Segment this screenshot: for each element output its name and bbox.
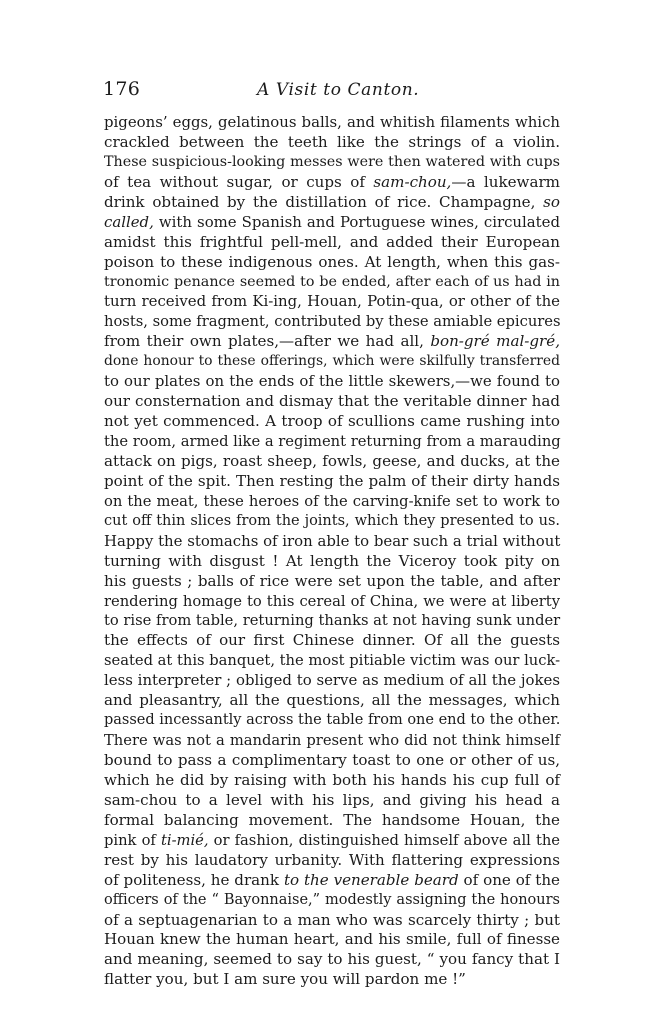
text-line xyxy=(104,213,560,233)
text-segment: officers of the “ Bayonnaise,” modestly assigning the honours xyxy=(104,891,560,908)
italic-text: to the venerable beard xyxy=(283,870,459,889)
text-line xyxy=(104,871,560,891)
text-segment: from their own plates,—after we had all, xyxy=(104,332,431,351)
text-line xyxy=(104,592,560,612)
text-segment: on the meat, these heroes of the carving-knife set to work to xyxy=(104,492,560,510)
text-segment: rendering homage to this cereal of China, we were at liberty xyxy=(104,592,560,610)
italic-text: bon-gré mal-gré, xyxy=(430,332,560,351)
text-line xyxy=(104,532,560,552)
text-line xyxy=(104,512,560,532)
italic-text: called, xyxy=(104,212,154,231)
text-line xyxy=(104,651,560,671)
text-line xyxy=(104,253,560,273)
text-segment: amidst this frightful pell-mell, and added their European xyxy=(104,232,560,251)
text-line xyxy=(104,930,560,950)
italic-text: so xyxy=(543,192,560,211)
page-number: 176 xyxy=(103,78,141,100)
text-segment: and meaning, seemed to say to his guest, “ you fancy that I xyxy=(104,950,560,969)
text-line xyxy=(104,153,560,173)
text-line xyxy=(104,611,560,631)
text-line xyxy=(104,691,560,711)
text-segment: flatter you, but I am sure you will pardon me !” xyxy=(104,970,466,989)
text-segment: —a lukewarm xyxy=(451,172,560,191)
text-line xyxy=(104,292,560,312)
text-segment: of one of the xyxy=(458,870,560,889)
italic-text: ti-mié, xyxy=(160,831,209,849)
text-line xyxy=(104,771,560,791)
text-segment: our consternation and dismay that the veritable dinner had xyxy=(104,392,560,411)
text-line xyxy=(104,751,560,771)
text-segment: sam-chou to a level with his lips, and giving his head a xyxy=(104,790,560,809)
text-line xyxy=(104,851,560,871)
text-line xyxy=(104,492,560,512)
text-segment: crackled between the teeth like the strings of a violin. xyxy=(104,132,560,151)
text-line xyxy=(104,312,560,332)
text-line xyxy=(104,113,560,133)
text-segment: of tea without sugar, or cups of xyxy=(104,172,374,191)
text-line xyxy=(104,970,560,990)
text-segment: his guests ; balls of rice were set upon the table, and after xyxy=(104,571,560,590)
text-line xyxy=(104,552,560,572)
text-line xyxy=(104,811,560,831)
text-segment: pink of xyxy=(104,831,161,849)
text-segment: Happy the stomachs of iron able to bear such a trial without xyxy=(104,531,561,550)
text-segment: hosts, some fragment, contributed by these amiable epicures xyxy=(104,313,561,331)
body-text xyxy=(104,113,560,990)
text-line xyxy=(104,572,560,592)
text-segment: point of the spit. Then resting the palm of their dirty hands xyxy=(104,471,560,490)
text-line xyxy=(104,711,560,731)
running-head: A Visit to Canton. xyxy=(257,80,420,100)
text-segment: drink obtained by the distillation of rice. Champagne, xyxy=(104,192,544,211)
text-line xyxy=(104,452,560,472)
text-line xyxy=(104,273,560,293)
text-line xyxy=(104,831,560,851)
text-line xyxy=(104,631,560,651)
text-line xyxy=(104,352,560,372)
text-segment: Houan knew the human heart, and his smile, full of finesse xyxy=(104,930,560,949)
text-line xyxy=(104,950,560,970)
text-segment: pigeons’ eggs, gelatinous balls, and whitish filaments which xyxy=(104,113,560,131)
text-segment: passed incessantly across the table from one end to the other. xyxy=(104,712,561,729)
text-segment: which he did by raising with both his hands his cup full of xyxy=(104,770,560,789)
text-line xyxy=(104,193,560,213)
text-line xyxy=(104,173,560,193)
text-line xyxy=(104,891,560,911)
text-segment: of politeness, he drank xyxy=(104,870,284,889)
text-segment: of a septuagenarian to a man who was scarcely thirty ; but xyxy=(104,910,560,929)
text-line xyxy=(104,372,560,392)
text-segment: seated at this banquet, the most pitiable victim was our luck- xyxy=(104,652,561,670)
text-segment: formal balancing movement. The handsome Houan, the xyxy=(104,810,560,829)
text-segment: the room, armed like a regiment returning from a marauding xyxy=(104,433,561,450)
text-segment: bound to pass a complimentary toast to one or other of us, xyxy=(104,751,560,769)
text-line xyxy=(104,133,560,153)
text-line xyxy=(104,233,560,253)
text-segment: cut off thin slices from the joints, which they presented to us. xyxy=(104,512,560,529)
text-segment: There was not a mandarin present who did not think himself xyxy=(104,732,560,750)
text-line xyxy=(104,911,560,931)
text-segment: rest by his laudatory urbanity. With flattering expressions xyxy=(104,850,560,869)
text-segment: poison to these indigenous ones. At length, when this gas- xyxy=(104,252,560,271)
text-line xyxy=(104,671,560,691)
text-segment: and pleasantry, all the questions, all the messages, which xyxy=(104,691,560,710)
text-segment: with some Spanish and Portuguese wines, circulated xyxy=(153,212,560,231)
text-segment: These suspicious-looking messes were then watered with cups xyxy=(104,153,560,170)
text-segment: not yet commenced. A troop of scullions came rushing into xyxy=(104,412,560,431)
text-segment: turning with disgust ! At length the Viceroy took pity on xyxy=(104,551,560,570)
text-segment: the effects of our first Chinese dinner. Of all the guests xyxy=(104,631,560,650)
text-segment: turn received from Ki-ing, Houan, Potin-qua, or other of the xyxy=(104,292,560,311)
text-line xyxy=(104,731,560,751)
text-line xyxy=(104,332,560,352)
text-line xyxy=(104,412,560,432)
text-segment: done honour to these offerings, which were skilfully transferred xyxy=(104,353,560,370)
text-line xyxy=(104,432,560,452)
text-line xyxy=(104,791,560,811)
text-segment: less interpreter ; obliged to serve as medium of all the jokes xyxy=(104,671,560,690)
text-segment: to our plates on the ends of the little skewers,—we found to xyxy=(104,372,560,391)
text-segment: tronomic penance seemed to be ended, after each of us had in xyxy=(104,273,560,290)
text-segment: or fashion, distinguished himself above all the xyxy=(208,831,560,849)
text-segment: to rise from table, returning thanks at not having sunk under xyxy=(104,612,561,630)
italic-text: sam-chou, xyxy=(373,172,452,191)
text-segment: attack on pigs, roast sheep, fowls, geese, and ducks, at the xyxy=(104,451,560,470)
text-line xyxy=(104,472,560,492)
text-line xyxy=(104,392,560,412)
